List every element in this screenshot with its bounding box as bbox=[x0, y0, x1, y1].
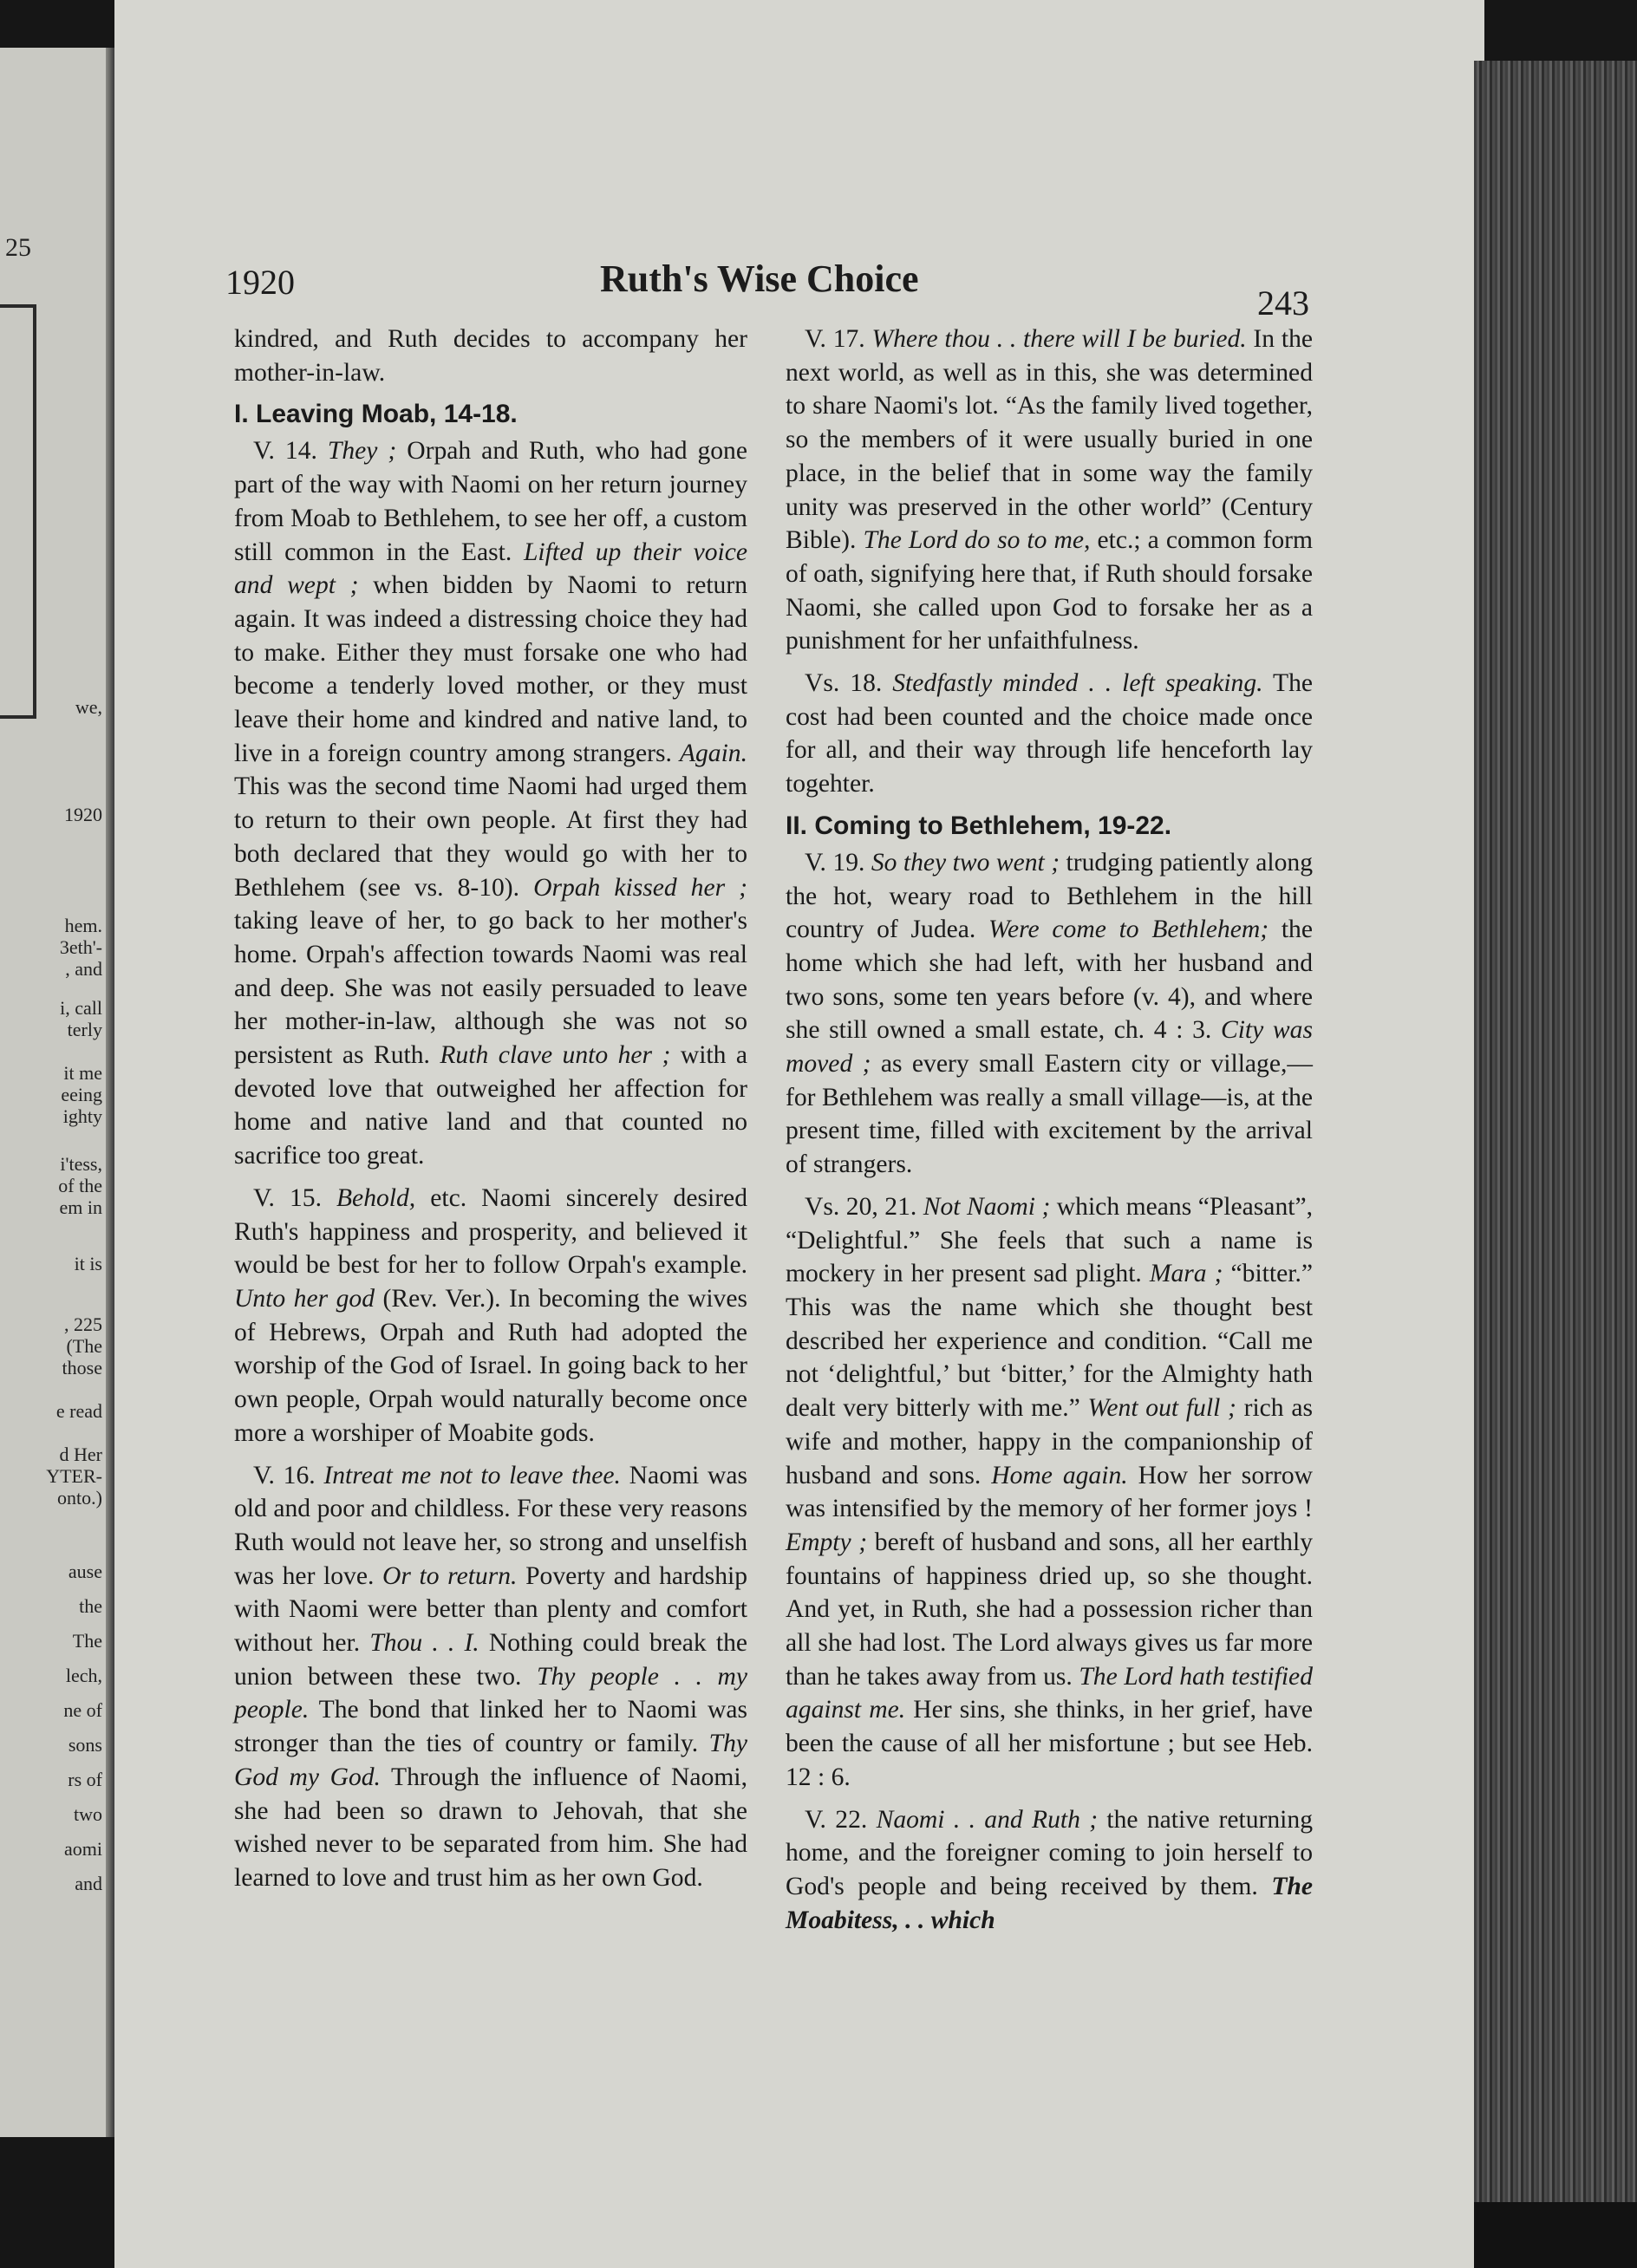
commentary-text: taking leave of her, to go back to her mother's home. Orpah's affection towards Naomi was real and deep. She was not easily persuaded to leave her mother-in-law, although she was not so persistent as Ruth. bbox=[234, 907, 747, 1070]
commentary-text: How her sorrow was intensified by the memory of her former joys ! bbox=[786, 1461, 1313, 1523]
quoted-phrase: Or to return. bbox=[382, 1561, 518, 1590]
quoted-phrase: Thou . . I. bbox=[369, 1629, 479, 1658]
commentary-text: with a devoted love that outweighed her affection for home and native land and that counted no sacrifice too great. bbox=[234, 1041, 748, 1170]
verse-ref: V. 19. bbox=[805, 848, 871, 877]
facing-page-fragment: terly bbox=[67, 1019, 102, 1040]
book-spine-shadow bbox=[106, 48, 114, 2137]
commentary-text: trudging patiently along the hot, weary road to Bethlehem in the hill country of Judea. bbox=[786, 848, 1313, 944]
left-column bbox=[234, 323, 747, 1904]
quoted-phrase: Were come to Bethlehem; bbox=[988, 916, 1269, 944]
quoted-phrase: Not Naomi ; bbox=[923, 1192, 1051, 1221]
commentary-text: Orpah and Ruth, who had gone part of the way with Naomi on her return journey from Moab to Bethlehem, to see her off, a custom still common in the East. bbox=[234, 437, 747, 566]
verses-20-21-commentary bbox=[786, 1190, 1313, 1795]
quoted-phrase: Intreat me not to leave thee. bbox=[323, 1461, 621, 1489]
quoted-phrase: Unto her god bbox=[234, 1284, 375, 1313]
verse-15-commentary bbox=[234, 1182, 747, 1450]
quoted-phrase: Naomi . . and Ruth ; bbox=[876, 1805, 1099, 1834]
commentary-text: as every small Eastern city or village,—for Bethlehem was really a small village—is, at the present time, filled with excitement by the arrival of strangers. bbox=[786, 1050, 1313, 1179]
right-column bbox=[786, 323, 1313, 1945]
quoted-phrase: Behold, bbox=[336, 1183, 416, 1212]
verse-ref: V. 16. bbox=[253, 1461, 324, 1489]
commentary-text: Through the influence of Naomi, she had been so drawn to Jehovah, that she wished never to be separated from him. She had learned to love and trust him as her own God. bbox=[234, 1763, 748, 1892]
commentary-text: when bidden by Naomi to return again. It was indeed a distressing choice they had to make. Either they must forsake one who had become a tenderly loved mother, or they must leave their home and kindred and native land, to live in a foreign country among strangers. bbox=[234, 571, 748, 767]
commentary-text: the home which she had left, with her husband and two sons, some ten years before (v. 4), and where she still owned a small estate, ch. 4 : 3. bbox=[786, 916, 1313, 1045]
section-heading-coming-to-bethlehem: II. Coming to Bethlehem, 19-22. bbox=[786, 811, 1172, 840]
commentary-text: The cost had been counted and the choice made once for all, and their way through life henceforth lay togehter. bbox=[786, 669, 1314, 798]
verse-ref: V. 15. bbox=[253, 1183, 336, 1212]
commentary-text: bereft of husband and sons, all her earthly fountains of happiness dried up, so she thought. And yet, in Ruth, she had a possession richer than all she had lost. The Lord always gives us far more than he takes away from us. bbox=[786, 1528, 1313, 1691]
quoted-phrase: Thy God my God. bbox=[234, 1730, 747, 1791]
facing-page-fragment: two bbox=[74, 1803, 102, 1825]
quoted-phrase: Empty ; bbox=[786, 1528, 868, 1556]
verse-17-commentary bbox=[786, 323, 1313, 658]
section-heading-leaving-moab: I. Leaving Moab, 14-18. bbox=[234, 400, 518, 429]
commentary-text: The bond that linked her to Naomi was stronger than the ties of country or family. bbox=[234, 1696, 747, 1758]
quoted-phrase: Thy people . . my people. bbox=[234, 1662, 747, 1724]
facing-page-fragment: i'tess, bbox=[60, 1153, 102, 1175]
verse-ref: Vs. 18. bbox=[805, 669, 893, 698]
quoted-phrase: So they two went ; bbox=[871, 848, 1060, 877]
facing-page-border-frame bbox=[0, 304, 36, 719]
commentary-text: Naomi was old and poor and childless. For these very reasons Ruth would not leave her, so strong and unselfish was her love. bbox=[234, 1461, 747, 1590]
facing-page-fragment: of the bbox=[58, 1175, 102, 1196]
facing-page-fragment: 3eth'- bbox=[59, 936, 102, 958]
verse-19-commentary bbox=[786, 846, 1313, 1182]
quoted-phrase: Stedfastly minded . . left speaking. bbox=[892, 669, 1263, 698]
facing-page-fragment: rs of bbox=[68, 1769, 102, 1790]
page-edges bbox=[1474, 61, 1637, 2211]
page-edges-shadow bbox=[1474, 2202, 1637, 2268]
facing-page-fragment: onto.) bbox=[57, 1487, 102, 1509]
commentary-text: In the next world, as well as in this, she was determined to share Naomi's lot. “As the family lived together, so the members of it were usually buried in one place, in the belief that in some way the family unity was preserved in the other world” (Century Bible). bbox=[786, 325, 1313, 555]
commentary-text: the native returning home, and the foreigner coming to join herself to God's people and being received by them. bbox=[786, 1805, 1313, 1900]
facing-page-fragment: YTER- bbox=[46, 1465, 102, 1487]
verse-ref: V. 22. bbox=[805, 1805, 877, 1834]
quoted-phrase: Went out full ; bbox=[1087, 1394, 1236, 1423]
facing-page-fragment: and bbox=[75, 1873, 102, 1894]
quoted-phrase: Where thou . . there will I be buried. bbox=[871, 325, 1247, 353]
facing-page-fragment: sons bbox=[68, 1734, 102, 1756]
facing-page-fragment: i, call bbox=[60, 997, 102, 1019]
commentary-text: Her sins, she thinks, in her grief, have been the cause of all her misfortune ; but see Heb. 12 : 6. bbox=[786, 1696, 1313, 1791]
facing-page-fragment: , and bbox=[65, 958, 102, 980]
facing-page-fragment: e read bbox=[55, 1400, 102, 1422]
facing-page-fragment: ne of bbox=[63, 1699, 102, 1721]
commentary-text: etc. Naomi sincerely desired Ruth's happiness and prosperity, and believed it would be best for her to follow Orpah's example. bbox=[234, 1183, 747, 1280]
quoted-phrase: City was moved ; bbox=[786, 1016, 1313, 1079]
facing-page-number: 25 bbox=[5, 233, 31, 262]
commentary-text: This was the second time Naomi had urged them to return to their own people. At first they had both declared that they would go with her to Bethlehem (see vs. 8-10). bbox=[234, 772, 747, 902]
facing-page-fragment: ighty bbox=[62, 1105, 102, 1127]
commentary-text: (Rev. Ver.). In becoming the wives of Hebrews, Orpah and Ruth had adopted the worship of the God of Israel. In going back to her own people, Orpah would naturally become once more a worshiper of Moabite gods. bbox=[234, 1284, 747, 1447]
commentary-text: “bitter.” This was the name which she thought best described her experience and condition. “Call me not ‘delightful,’ but ‘bitter,’ for the Almighty hath dealt very bitterly with me.” bbox=[786, 1260, 1313, 1423]
verse-18-commentary bbox=[786, 667, 1313, 801]
facing-page-fragment: (The bbox=[66, 1335, 102, 1357]
facing-page-fragment: hem. bbox=[64, 915, 102, 936]
commentary-text: rich as wife and mother, happy in the companionship of husband and sons. bbox=[786, 1394, 1313, 1489]
facing-page-fragment: eeing bbox=[61, 1084, 102, 1105]
facing-page-fragment: lech, bbox=[65, 1665, 102, 1686]
facing-page-fragment: em in bbox=[59, 1196, 102, 1218]
facing-page-fragment: it me bbox=[63, 1062, 102, 1084]
verse-ref: Vs. 20, 21. bbox=[805, 1192, 923, 1221]
running-header bbox=[114, 257, 1309, 323]
page-title: Ruth's Wise Choice bbox=[600, 257, 919, 300]
facing-page-fragment: 1920 bbox=[64, 804, 102, 825]
quoted-phrase: They ; bbox=[327, 437, 397, 466]
intro-paragraph: kindred, and Ruth decides to accompany her mother-in-law. bbox=[234, 325, 747, 387]
verse-ref: V. 14. bbox=[253, 437, 328, 466]
quoted-phrase: The Lord do so to me, bbox=[863, 526, 1091, 555]
verse-16-commentary bbox=[234, 1459, 747, 1895]
commentary-text: etc.; a common form of oath, signifying here that, if Ruth should forsake Naomi, she called upon God to forsake her as a punishment for her unfaithfulness. bbox=[786, 526, 1313, 655]
quoted-phrase: The Lord hath testified against me. bbox=[786, 1662, 1313, 1724]
commentary-text: Nothing could break the union between these two. bbox=[234, 1629, 747, 1691]
quoted-phrase: Home again. bbox=[991, 1461, 1128, 1489]
quoted-phrase: Mara ; bbox=[1149, 1260, 1223, 1288]
quoted-phrase: Again. bbox=[679, 739, 747, 767]
quoted-phrase: Orpah kissed her ; bbox=[533, 873, 747, 902]
quoted-phrase: The Moabitess, . . which bbox=[786, 1872, 1313, 1934]
facing-page bbox=[0, 48, 114, 2137]
verse-22-commentary bbox=[786, 1803, 1313, 1938]
facing-page-fragment: d Her bbox=[59, 1444, 102, 1465]
quoted-phrase: Lifted up their voice and wept ; bbox=[234, 538, 747, 600]
header-year: 1920 bbox=[225, 263, 295, 302]
facing-page-fragment: the bbox=[79, 1595, 102, 1617]
facing-page-fragment: aomi bbox=[64, 1838, 102, 1860]
quoted-phrase: Ruth clave unto her ; bbox=[440, 1041, 671, 1070]
facing-page-fragment: those bbox=[62, 1357, 102, 1378]
facing-page-fragment: we, bbox=[75, 696, 102, 718]
verse-ref: V. 17. bbox=[805, 325, 872, 353]
facing-page-fragment: , 225 bbox=[64, 1313, 102, 1335]
facing-page-fragment: ause bbox=[68, 1561, 102, 1582]
verse-14-commentary bbox=[234, 434, 747, 1172]
facing-page-fragment: it is bbox=[74, 1253, 102, 1274]
page-number: 243 bbox=[1257, 284, 1309, 323]
facing-page-fragment: The bbox=[72, 1630, 102, 1652]
commentary-text: which means “Pleasant”, “Delightful.” She feels that such a name is mockery in her present sad plight. bbox=[786, 1192, 1313, 1288]
commentary-text: Poverty and hardship with Naomi were better than plenty and comfort without her. bbox=[234, 1561, 748, 1658]
